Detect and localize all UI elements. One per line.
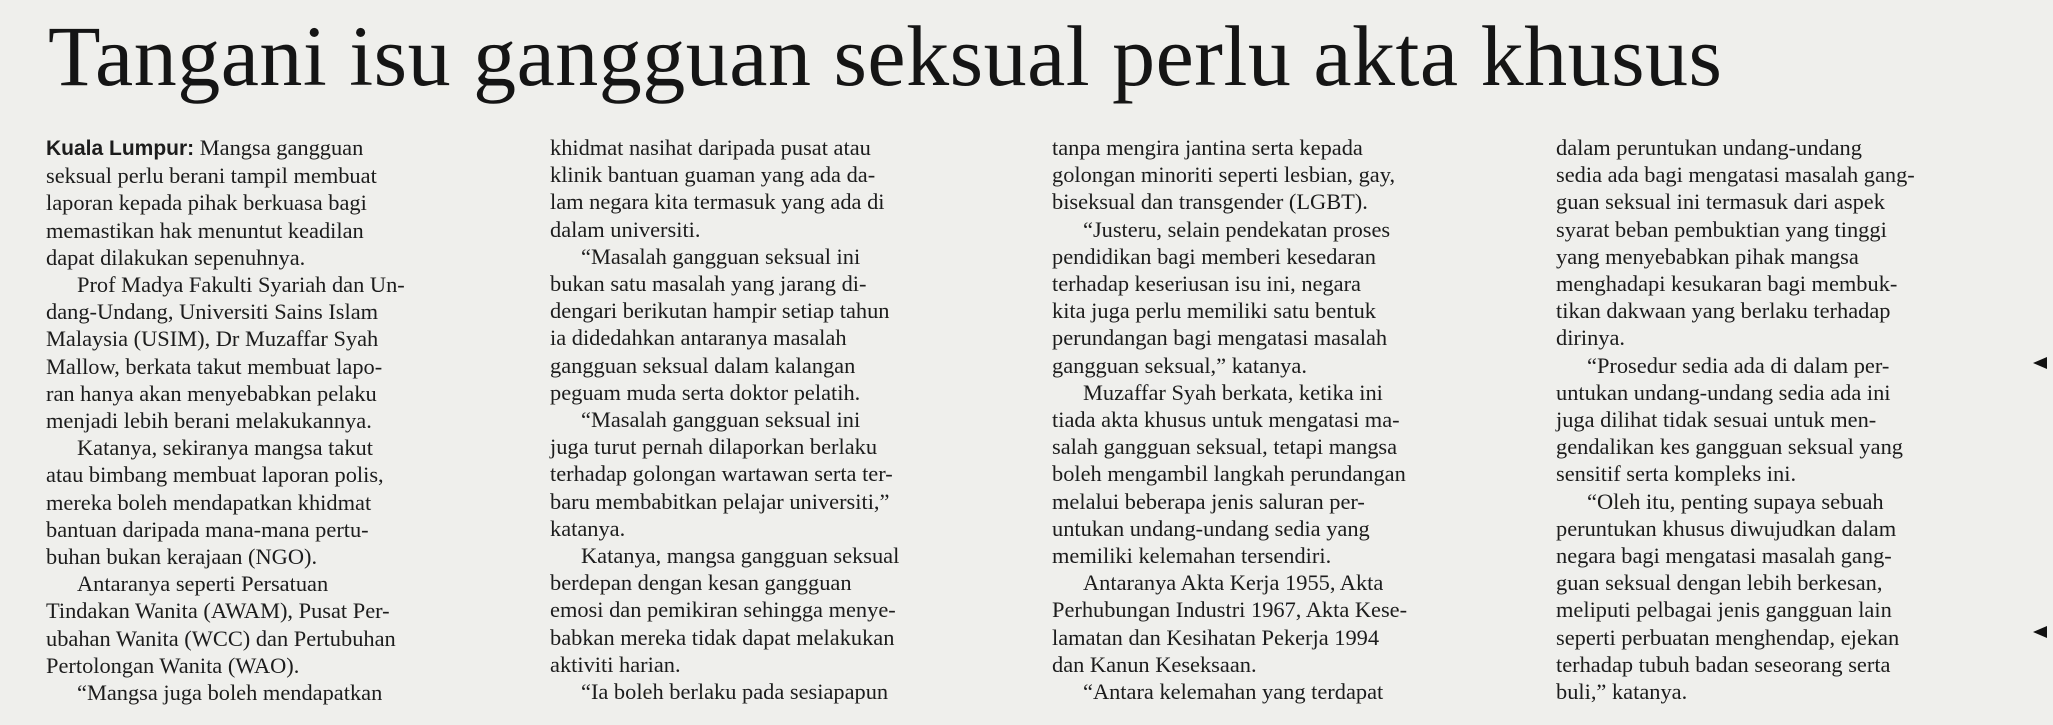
text-line-content: lamatan dan Kesihatan Pekerja 1994 [1052, 624, 1380, 650]
text-line [46, 461, 522, 488]
text-line [1556, 651, 2032, 678]
text-line [1052, 243, 1528, 270]
text-line-content: meliputi pelbagai jenis gangguan lain [1556, 597, 1892, 623]
text-line [550, 515, 1026, 542]
text-line-content: melalui beberapa jenis saluran per- [1052, 488, 1365, 514]
text-line-content: dengari berikutan hampir setiap tahun [550, 298, 890, 324]
text-line [550, 569, 1026, 596]
text-line-content: Katanya, sekiranya mangsa takut [77, 435, 373, 461]
text-line [1052, 515, 1528, 542]
text-line [46, 489, 522, 516]
dateline: Kuala Lumpur: [46, 137, 195, 160]
text-line [1052, 433, 1528, 460]
text-line [46, 407, 522, 434]
text-line [1052, 134, 1528, 161]
text-line-content: Antaranya seperti Persatuan [77, 571, 329, 597]
text-line [1052, 324, 1528, 351]
text-line-content: dirinya. [1556, 325, 1626, 351]
text-line [46, 434, 522, 461]
text-line-content: dalam peruntukan undang-undang [1556, 135, 1862, 160]
text-line [1052, 569, 1528, 596]
text-line [550, 433, 1026, 460]
text-line-content: aktiviti harian. [550, 651, 681, 677]
text-line-content: syarat beban pembuktian yang tinggi [1556, 216, 1887, 242]
text-line-content: katanya. [550, 515, 626, 541]
text-line-content: Muzaffar Syah berkata, ketika ini [1083, 379, 1383, 405]
text-line [46, 679, 522, 706]
text-line [1052, 596, 1528, 623]
text-line-content: Pertolongan Wanita (WAO). [46, 652, 300, 678]
text-line-content: golongan minoriti seperti lesbian, gay, [1052, 162, 1396, 188]
text-line [1556, 624, 2032, 651]
text-line-content: salah gangguan seksual, tetapi mangsa [1052, 434, 1398, 460]
article-column-3 [1052, 134, 1528, 705]
text-line [46, 543, 522, 570]
text-line [46, 244, 522, 271]
text-line-content: Tindakan Wanita (AWAM), Pusat Per- [46, 598, 390, 624]
text-line-content: khidmat nasihat daripada pusat atau [550, 135, 871, 160]
text-line [1556, 270, 2032, 297]
text-line [46, 217, 522, 244]
text-line-content: Antaranya Akta Kerja 1955, Akta [1083, 570, 1384, 596]
text-line-content: tanpa mengira jantina serta kepada [1052, 135, 1363, 160]
article-column-1 [46, 134, 522, 706]
text-line-content: juga dilihat tidak sesuai untuk men- [1556, 407, 1877, 433]
text-line [1052, 678, 1528, 705]
text-line [1556, 134, 2032, 161]
article-headline: Tangani isu gangguan seksual perlu akta khusus [48, 8, 1723, 104]
text-line [1556, 243, 2032, 270]
text-line [1556, 488, 2032, 515]
text-line [1556, 188, 2032, 215]
margin-arrow-mark [2033, 626, 2047, 638]
text-line [550, 324, 1026, 351]
text-line-content: “Oleh itu, penting supaya sebuah [1587, 488, 1884, 514]
text-line [1052, 488, 1528, 515]
text-line-content: laporan kepada pihak berkuasa bagi [46, 190, 367, 216]
text-line [46, 652, 522, 679]
text-line [46, 570, 522, 597]
text-line [46, 353, 522, 380]
text-line-content: dang-Undang, Universiti Sains Islam [46, 299, 379, 325]
text-line-content: seperti perbuatan menghendap, ejekan [1556, 624, 1900, 650]
text-line [550, 379, 1026, 406]
text-line-content: “Ia boleh berlaku pada sesiapapun [581, 679, 889, 705]
margin-arrow-mark [2033, 357, 2047, 369]
text-line [1556, 460, 2032, 487]
text-line [550, 216, 1026, 243]
text-line [1556, 161, 2032, 188]
text-line-content: yang menyebabkan pihak mangsa [1556, 243, 1859, 269]
text-line-content: perundangan bagi mengatasi masalah [1052, 325, 1388, 351]
text-line-content: sensitif serta kompleks ini. [1556, 461, 1797, 487]
text-line [46, 162, 522, 189]
article-column-2 [550, 134, 1026, 705]
text-line-content: gangguan seksual dalam kalangan [550, 352, 856, 378]
text-line [1556, 324, 2032, 351]
text-line-content: juga turut pernah dilaporkan berlaku [550, 434, 878, 460]
text-line-content: gendalikan kes gangguan seksual yang [1556, 434, 1903, 460]
text-line-content: mereka boleh mendapatkan khidmat [46, 489, 372, 515]
text-line [46, 325, 522, 352]
text-line-content: ia didedahkan antaranya masalah [550, 325, 847, 351]
text-line-content: “Prosedur sedia ada di dalam per- [1587, 352, 1890, 378]
text-line [46, 271, 522, 298]
text-line-content: gangguan seksual,” katanya. [1052, 352, 1307, 378]
text-line-content: lam negara kita termasuk yang ada di [550, 189, 885, 215]
text-line-content: bukan satu masalah yang jarang di- [550, 271, 867, 297]
text-line-content: tikan dakwaan yang berlaku terhadap [1556, 298, 1891, 324]
text-line-content: baru membabitkan pelajar universiti,” [550, 488, 890, 514]
text-line [1556, 569, 2032, 596]
text-line [1052, 542, 1528, 569]
text-line [1052, 624, 1528, 651]
text-line [46, 516, 522, 543]
text-line-content: bantuan daripada mana-mana pertu- [46, 516, 369, 542]
text-line [1556, 379, 2032, 406]
text-line [1052, 379, 1528, 406]
text-line [1556, 297, 2032, 324]
text-line-content: Mangsa gangguan [194, 135, 364, 160]
text-line [1556, 596, 2032, 623]
text-line [1556, 216, 2032, 243]
text-line-content: babkan mereka tidak dapat melakukan [550, 624, 895, 650]
text-line [550, 596, 1026, 623]
text-line-content: emosi dan pemikiran sehingga menye- [550, 597, 896, 623]
text-line [1052, 216, 1528, 243]
text-line-content: buhan bukan kerajaan (NGO). [46, 544, 318, 570]
text-line-content: terhadap tubuh badan seseorang serta [1556, 651, 1891, 677]
text-line [1556, 352, 2032, 379]
text-line [1052, 270, 1528, 297]
text-line-content: memiliki kelemahan tersendiri. [1052, 543, 1332, 569]
text-line-content: berdepan dengan kesan gangguan [550, 570, 852, 596]
text-line-content: Mallow, berkata takut membuat lapo- [46, 353, 383, 379]
text-line [1052, 406, 1528, 433]
text-line-content: untukan undang-undang sedia ada ini [1556, 379, 1891, 405]
text-line [46, 625, 522, 652]
text-line-content: sedia ada bagi mengatasi masalah gang- [1556, 162, 1915, 188]
text-line [550, 678, 1026, 705]
text-line-content: terhadap golongan wartawan serta ter- [550, 461, 893, 487]
text-line [550, 134, 1026, 161]
text-line-content: memastikan hak menuntut keadilan [46, 217, 364, 243]
text-line-content: kita juga perlu memiliki satu bentuk [1052, 298, 1376, 324]
text-line-content: dan Kanun Keseksaan. [1052, 651, 1257, 677]
text-line [46, 597, 522, 624]
text-line-content: ran hanya akan menyebabkan pelaku [46, 380, 377, 406]
text-line-content: “Justeru, selain pendekatan proses [1083, 216, 1391, 242]
article-column-4 [1556, 134, 2032, 705]
text-line [1052, 161, 1528, 188]
text-line [550, 352, 1026, 379]
text-line [550, 188, 1026, 215]
text-line [550, 488, 1026, 515]
text-line-content: pendidikan bagi memberi kesedaran [1052, 243, 1376, 269]
text-line-content: dalam universiti. [550, 216, 701, 242]
text-line [550, 161, 1026, 188]
text-line-content: “Antara kelemahan yang terdapat [1083, 679, 1384, 705]
text-line [1556, 433, 2032, 460]
text-line-content: dapat dilakukan sepenuhnya. [46, 244, 306, 270]
text-line [1556, 678, 2032, 705]
text-line-content: biseksual dan transgender (LGBT). [1052, 189, 1368, 215]
text-line-content: “Masalah gangguan seksual ini [581, 407, 861, 433]
text-line [550, 297, 1026, 324]
text-line [550, 624, 1026, 651]
text-line-content: Katanya, mangsa gangguan seksual [581, 543, 900, 569]
text-line-content: tiada akta khusus untuk mengatasi ma- [1052, 407, 1400, 433]
text-line [1052, 460, 1528, 487]
text-line-content: untukan undang-undang sedia yang [1052, 515, 1370, 541]
text-line [550, 542, 1026, 569]
text-line [1556, 406, 2032, 433]
text-line-content: seksual perlu berani tampil membuat [46, 163, 377, 189]
text-line [1556, 515, 2032, 542]
text-line-content: peguam muda serta doktor pelatih. [550, 379, 861, 405]
text-line-content: buli,” katanya. [1556, 679, 1688, 705]
text-line-content: ubahan Wanita (WCC) dan Pertubuhan [46, 625, 396, 651]
text-line [1052, 188, 1528, 215]
text-line [1556, 542, 2032, 569]
text-line [46, 189, 522, 216]
text-line-content: terhadap keseriusan isu ini, negara [1052, 271, 1361, 297]
text-line-content: Perhubungan Industri 1967, Akta Kese- [1052, 597, 1408, 623]
text-line-content: negara bagi mengatasi masalah gang- [1556, 543, 1892, 569]
text-line [46, 298, 522, 325]
text-line-content: “Mangsa juga boleh mendapatkan [77, 680, 383, 706]
text-line-content: “Masalah gangguan seksual ini [581, 243, 861, 269]
text-line-content: menghadapi kesukaran bagi membuk- [1556, 271, 1898, 297]
text-line-content: Malaysia (USIM), Dr Muzaffar Syah [46, 326, 379, 352]
text-line-content: menjadi lebih berani melakukannya. [46, 408, 372, 434]
text-line-content: boleh mengambil langkah perundangan [1052, 461, 1406, 487]
text-line [550, 270, 1026, 297]
text-line [46, 380, 522, 407]
text-line-content: guan seksual ini termasuk dari aspek [1556, 189, 1885, 215]
text-line [550, 460, 1026, 487]
text-line-content: guan seksual dengan lebih berkesan, [1556, 570, 1883, 596]
text-line [550, 243, 1026, 270]
text-line-content: atau bimbang membuat laporan polis, [46, 462, 384, 488]
text-line-content: Prof Madya Fakulti Syariah dan Un- [77, 272, 405, 298]
article-body [46, 134, 2016, 724]
text-line-content: klinik bantuan guaman yang ada da- [550, 162, 876, 188]
text-line [1052, 352, 1528, 379]
text-line [46, 134, 522, 162]
text-line [1052, 651, 1528, 678]
text-line [550, 406, 1026, 433]
text-line-content: peruntukan khusus diwujudkan dalam [1556, 515, 1897, 541]
text-line [550, 651, 1026, 678]
text-line [1052, 297, 1528, 324]
